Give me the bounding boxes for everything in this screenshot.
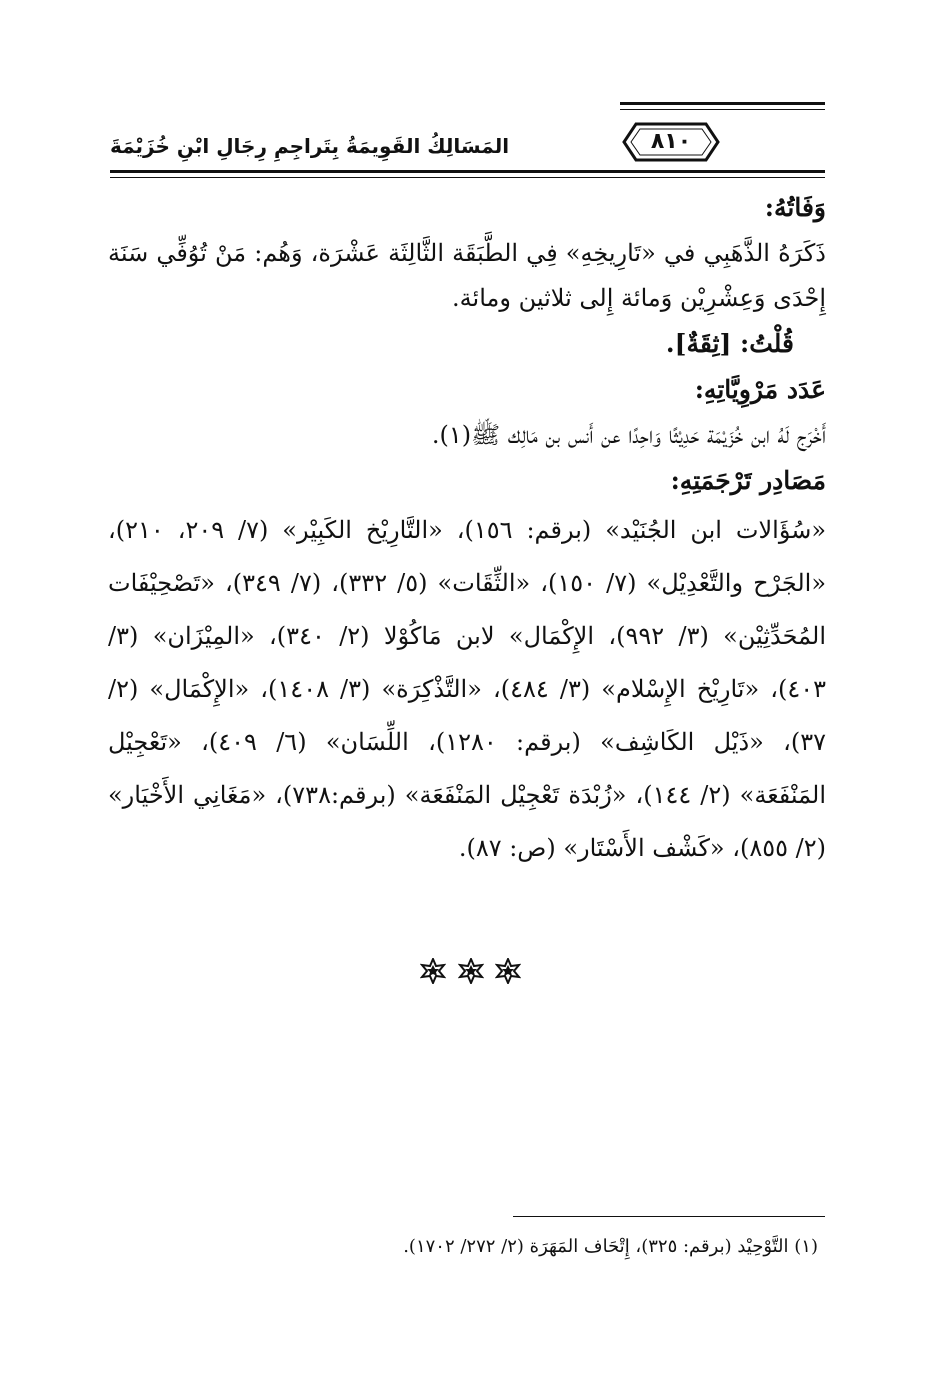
- page-number-badge: [622, 120, 720, 164]
- header-top-rule: [620, 102, 825, 110]
- running-title: المَسَالِكُ القَوِيمَةُ بِتَراجِمِ رِجَالِ ابْنِ خُزَيْمَةَ: [110, 134, 510, 158]
- footnote: (١) التَّوْحِيْد (برقم: ٣٢٥)، إِتْحَاف المَهَرَة (٢/ ٢٧٢/ ١٧٠٢).: [403, 1236, 818, 1257]
- star-ornament-icon: [495, 958, 521, 984]
- section-heading-verdict: قُلْتُ: [ثِقَةٌ].: [665, 329, 794, 358]
- section-heading-death: وَفَاتُهُ:: [764, 193, 826, 222]
- paragraph-sources: «سُؤَالات ابن الجُنَيْد» (برقم: ١٥٦)، «التَّارِيْخ الكَبِيْر» (٧/ ٢٠٩، ٢١٠)، «الجَرْح والتَّعْدِيْل» (٧/ ١٥٠)، «الثِّقَات» (٥/ ٣٣٢)، (٧/ ٣٤٩)، «تَصْحِيْفَات المُحَدِّثِيْن» (٣/ ٩٩٢)، الإِكْمَال» لابن مَاكُوْلا (٢/ ٣٤٠)، «المِيْزَان» (٣/ ٤٠٣)، «تَارِيْخ الإِسْلام» (٣/ ٤٨٤)، «التَّذْكِرَة» (٣/ ١٤٠٨)، «الإِكْمَال» (٢/ ٣٧)، «ذَيْل الكَاشِف» (برقم: ١٢٨٠)، اللِّسَان» (٦/ ٤٠٩)، «تَعْجِيْل المَنْفَعَة» (٢/ ١٤٤)، «زُبْدَة تَعْجِيْل المَنْفَعَة» (برقم:٧٣٨)، «مَغَانِي الأَخْيَار» (٢/ ٨٥٥)، «كَشْف الأَسْتَار» (ص: ٨٧).: [108, 516, 827, 862]
- section-divider: [0, 958, 941, 988]
- section-heading-narrations: عَدَد مَرْوِيَّاتِهِ:: [694, 375, 826, 404]
- page-number: ٨١٠: [650, 129, 692, 154]
- section-heading-sources: مَصَادِر تَرْجَمَتِهِ:: [670, 466, 826, 495]
- star-ornament-icon: [420, 958, 446, 984]
- paragraph-death: ذَكَرَهُ الذَّهَبِي في «تَارِيخِهِ» فِي الطَّبَقَة الثَّالِثَة عَشْرَة، وَهُم: مَنْ تُوُفِّي سَنَة إِحْدَى وَعِشْرِيْن وَمائة إِلى ثلاثين ومائة.: [108, 239, 826, 312]
- paragraph-narrations: أَخْرَج لَهُ ابن خُزَيْمَة حَدِيْثًا وَاحِدًا عن أَنس بن مَالِك ﷺ(١).: [431, 421, 826, 449]
- footnote-separator: [513, 1216, 825, 1217]
- main-text: [108, 185, 826, 875]
- star-ornament-icon: [458, 958, 484, 984]
- page-header: [110, 100, 825, 180]
- header-bottom-rule: [110, 170, 825, 178]
